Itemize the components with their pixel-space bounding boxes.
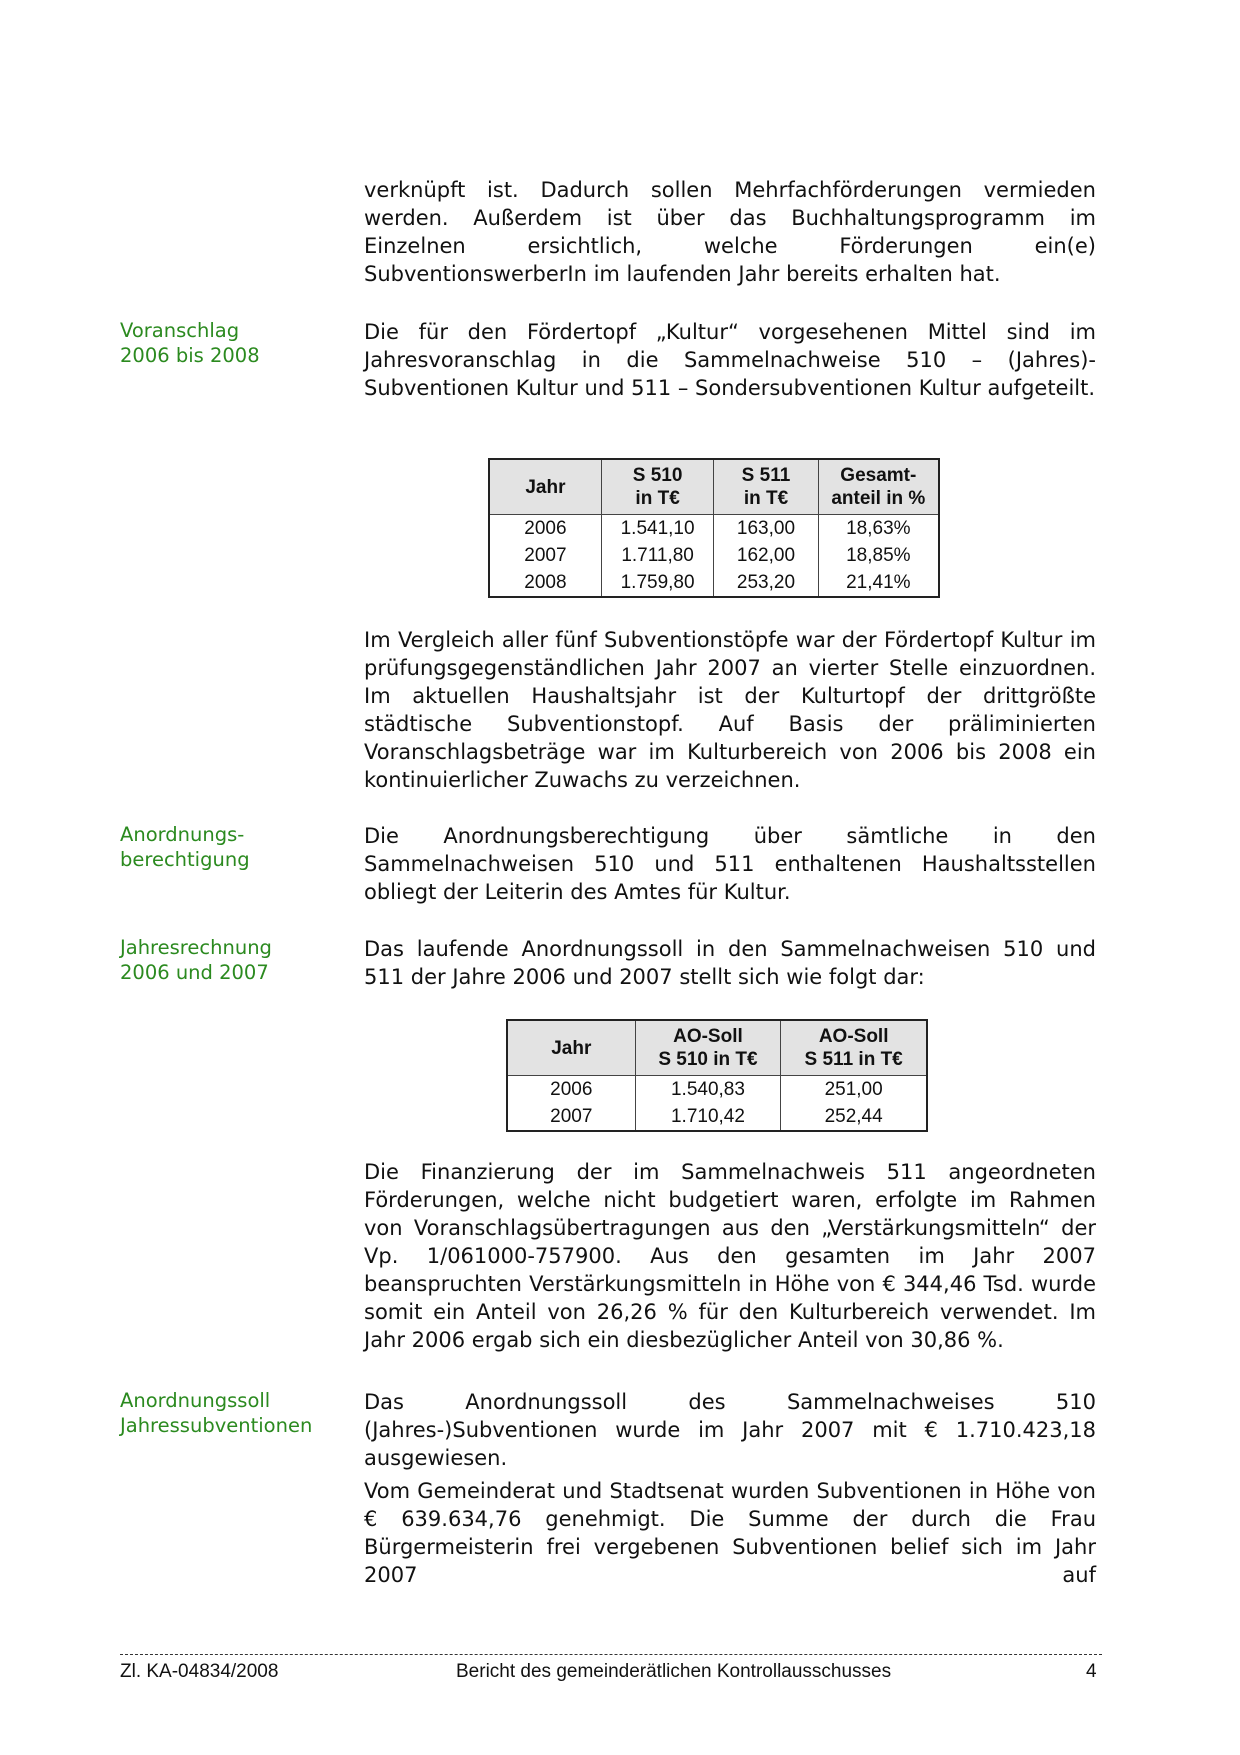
paragraph-8: Vom Gemeinderat und Stadtsenat wurden Subventionen in Höhe von € 639.634,76 genehmigt. Die Summe der durch die Frau Bürgermeisterin frei vergebenen Subventionen belief sich im Jahr 2007 auf bbox=[364, 1479, 1096, 1587]
table-header-cell: S 511 in T€ bbox=[714, 459, 818, 515]
paragraph-6: Die Finanzierung der im Sammelnachweis 511 angeordneten Förderungen, welche nicht budgetiert waren, erfolgte im Rahmen von Voranschlagsübertragungen aus den „Verstärkungsmitteln“ der Vp. 1/061000-757900. Aus den gesamten im Jahr 2007 beanspruchten Verstärkungsmitteln in Höhe von € 344,46 Tsd. wurde somit ein Anteil von 26,26 % für den Kulturbereich verwendet. Im Jahr 2006 ergab sich ein diesbezüglicher Anteil von 30,86 %. bbox=[364, 1160, 1096, 1352]
table-cell: 162,00 bbox=[714, 542, 818, 569]
table-row bbox=[489, 515, 939, 543]
table-cell: 163,00 bbox=[714, 515, 818, 543]
table-cell: 253,20 bbox=[714, 569, 818, 597]
budget-table bbox=[488, 458, 940, 598]
table-cell: 2008 bbox=[524, 572, 567, 593]
side-note-voranschlag bbox=[120, 318, 350, 368]
paragraph-7: Das Anordnungssoll des Sammelnachweises 510 (Jahres-)Subventionen wurde im Jahr 2007 mit € 1.710.423,18 ausgewiesen. bbox=[364, 1390, 1096, 1470]
paragraph-3: Im Vergleich aller fünf Subventionstöpfe war der Fördertopf Kultur im prüfungsgegenständlichen Jahr 2007 an vierter Stelle einzuordnen. Im aktuellen Haushaltsjahr ist der Kulturtopf der drittgrößte städtische Subventionstopf. Auf Basis der präliminierten Voranschlagsbeträge war im Kulturbereich von 2006 bis 2008 ein kontinuierlicher Zuwachs zu verzeichnen. bbox=[364, 628, 1096, 792]
footer-title: Bericht des gemeinderätlichen Kontrollausschusses bbox=[456, 1661, 892, 1682]
side-note-anordnungsberechtigung bbox=[120, 822, 350, 872]
table-row bbox=[489, 542, 939, 569]
table-cell: 2006 bbox=[524, 518, 567, 539]
side-note-line: Jahresrechnung bbox=[120, 936, 272, 959]
table-cell: 2007 bbox=[550, 1106, 593, 1127]
ao-soll-table bbox=[506, 1019, 928, 1132]
table-cell: 2006 bbox=[550, 1079, 593, 1100]
table-cell: 1.541,10 bbox=[601, 515, 713, 543]
paragraph-5: Das laufende Anordnungssoll in den Sammelnachweisen 510 und 511 der Jahre 2006 und 2007 stellt sich wie folgt dar: bbox=[364, 937, 1096, 989]
table-header-cell: Jahr bbox=[507, 1020, 635, 1076]
table-cell: 1.710,42 bbox=[635, 1103, 781, 1131]
side-note-line: Voranschlag bbox=[120, 319, 240, 342]
table-cell: 1.540,83 bbox=[635, 1076, 781, 1104]
table-cell: 2007 bbox=[524, 545, 567, 566]
footer-reference: Zl. KA-04834/2008 bbox=[120, 1661, 279, 1682]
footer-divider bbox=[120, 1654, 1102, 1655]
table-cell: 1.759,80 bbox=[601, 569, 713, 597]
table-header-cell: AO-Soll S 510 in T€ bbox=[635, 1020, 781, 1076]
paragraph-1: verknüpft ist. Dadurch sollen Mehrfachförderungen vermieden werden. Außerdem ist über das Buchhaltungsprogramm im Einzelnen ersichtlich, welche Förderungen ein(e) SubventionswerberIn im laufenden Jahr bereits erhalten hat. bbox=[364, 178, 1096, 286]
table-cell: 18,85% bbox=[818, 542, 939, 569]
table-header-row bbox=[489, 459, 939, 515]
table-cell: 251,00 bbox=[781, 1076, 927, 1104]
side-note-line: 2006 und 2007 bbox=[120, 961, 269, 984]
table-row bbox=[507, 1103, 927, 1131]
table-row bbox=[507, 1076, 927, 1104]
table-header-cell: Gesamt- anteil in % bbox=[818, 459, 939, 515]
side-note-line: berechtigung bbox=[120, 848, 250, 871]
table-cell: 18,63% bbox=[818, 515, 939, 543]
table-cell: 21,41% bbox=[818, 569, 939, 597]
table-cell: 252,44 bbox=[781, 1103, 927, 1131]
table-header-cell: Jahr bbox=[489, 459, 601, 515]
side-note-line: Jahressubventionen bbox=[120, 1414, 313, 1437]
side-note-line: 2006 bis 2008 bbox=[120, 344, 260, 367]
table-header-cell: S 510 in T€ bbox=[601, 459, 713, 515]
table-header-row bbox=[507, 1020, 927, 1076]
paragraph-4: Die Anordnungsberechtigung über sämtliche in den Sammelnachweisen 510 und 511 enthaltenen Haushaltsstellen obliegt der Leiterin des Amtes für Kultur. bbox=[364, 824, 1096, 904]
side-note-anordnungssoll bbox=[120, 1388, 350, 1438]
table-header-cell: AO-Soll S 511 in T€ bbox=[781, 1020, 927, 1076]
side-note-line: Anordnungs- bbox=[120, 823, 245, 846]
table-row bbox=[489, 569, 939, 597]
table-cell: 1.711,80 bbox=[601, 542, 713, 569]
paragraph-2: Die für den Fördertopf „Kultur“ vorgesehenen Mittel sind im Jahresvoranschlag in die Sammelnachweise 510 – (Jahres)-Subventionen Kultur und 511 – Sondersubventionen Kultur aufgeteilt. bbox=[364, 320, 1096, 400]
side-note-jahresrechnung bbox=[120, 935, 350, 985]
page-number: 4 bbox=[1086, 1661, 1097, 1682]
side-note-line: Anordnungssoll bbox=[120, 1389, 271, 1412]
